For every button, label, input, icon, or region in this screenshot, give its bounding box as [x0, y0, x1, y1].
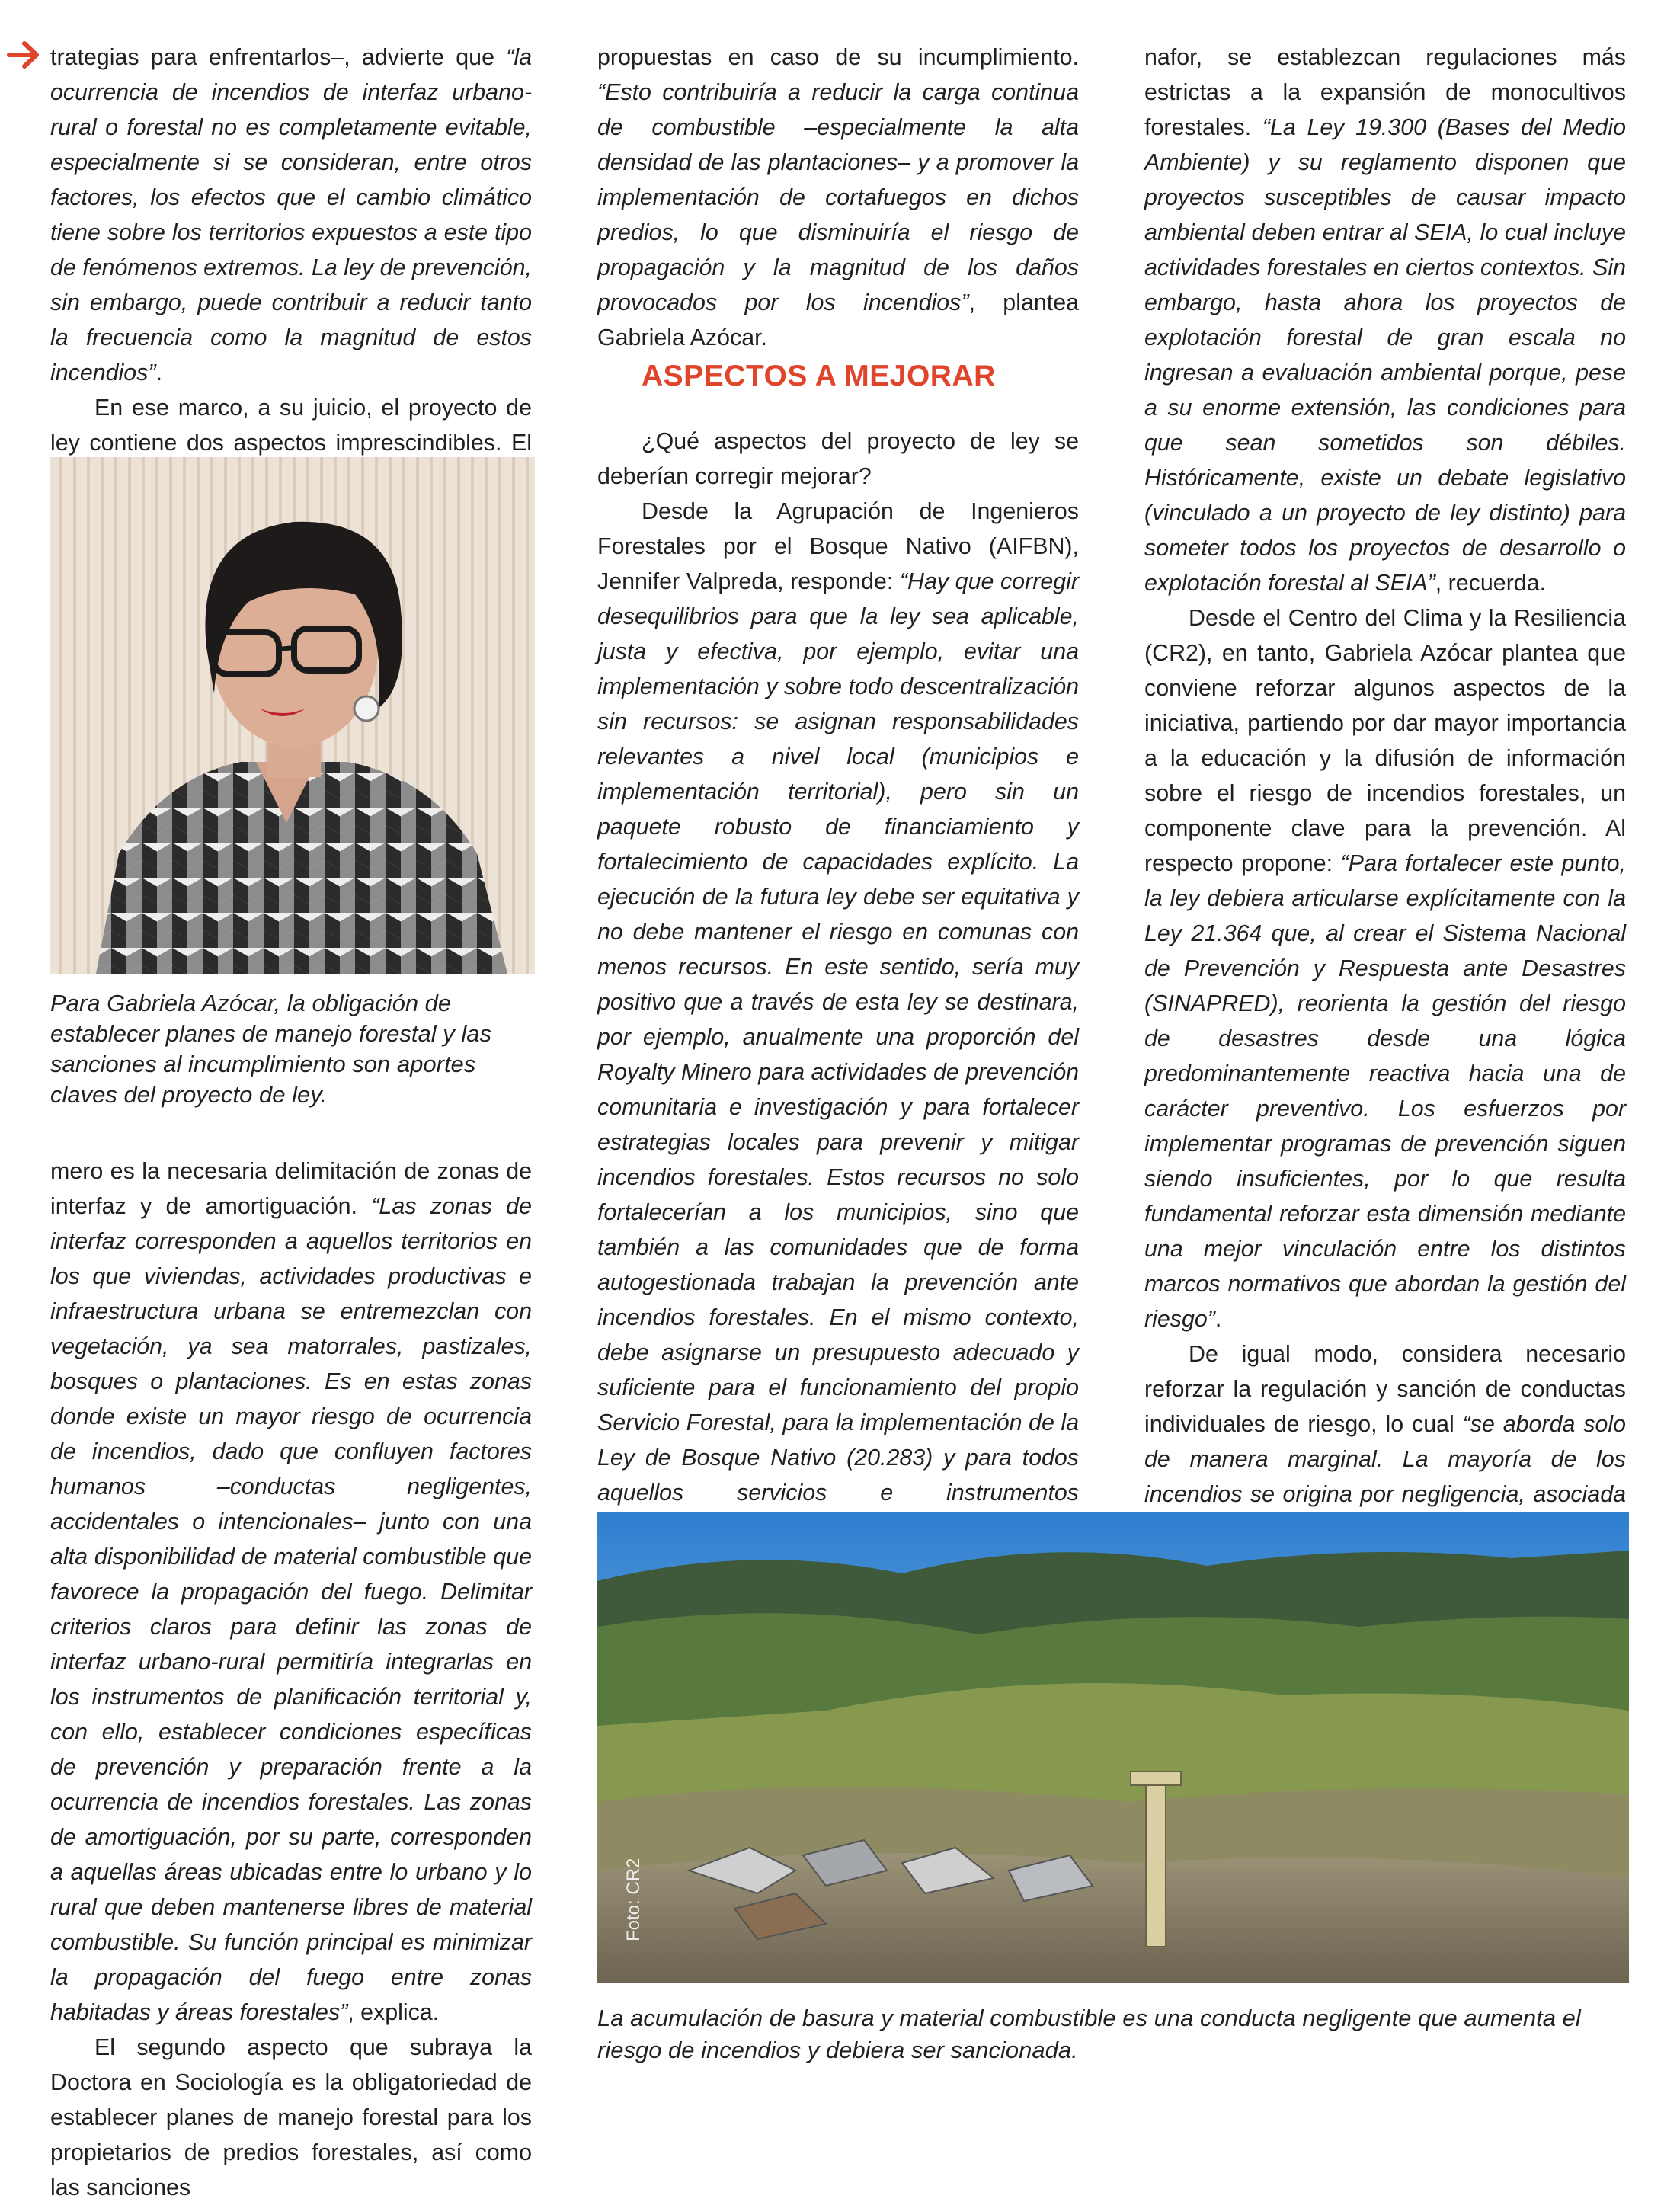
column-1-continued: [50, 1154, 532, 2205]
paragraph: [597, 40, 1079, 355]
quote-text: “La Ley 19.300 (Bases del Medio Ambiente) y su reglamento disponen que proyectos susceptibles de causar impacto ambiental deben entrar al SEIA, lo cual incluye actividades forestales en ciertos contextos. Sin embargo, hasta ahora los proyectos de explotación forestal de gran escala no ingresan a evaluación ambiental porque, pese a su enorme extensión, las condiciones para que sean sometidos son débiles. Históricamente, existe un debate legislativo (vinculado a un proyecto de ley distinto) para someter todos los proyectos de desarrollo o explotación forestal al SEIA”: [1144, 114, 1626, 596]
quote-text: “Para fortalecer este punto, la ley debiera articularse explícitamente con la Ley 21.364 que, al crear el Sistema Nacional de Prevención y Respuesta ante Desastres (SINAPRED), reorienta la gestión del riesgo de desastres desde una lógica predominantemente reactiva hacia una de carácter preventivo. Los esfuerzos por implementar programas de prevención siguen siendo insuficientes, por lo que resulta fundamental reforzar esta dimensión mediante una mejor vinculación entre los distintos marcos normativos que abordan la gestión del riesgo”: [1144, 850, 1626, 1332]
quote-text: “Hay que corregir desequilibrios para que la ley sea aplicable, justa y efectiva, por ejemplo, evitar una implementación y sobre todo descentralización sin recursos: se asignan responsabilidades relevantes a nivel local (municipios e implementación territorial), pero sin un paquete robusto de financiamiento y fortalecimiento de capacidades explícito. La ejecución de la futura ley debe ser equitativa y no debe mantener el riesgo en comunas con menos recursos. En este sentido, sería muy positivo que a través de esta ley se destinara, por ejemplo, anualmente una proporción del Royalty Minero para actividades de prevención comunitaria e investigación y para fortalecer estrategias locales para prevenir y mitigar incendios forestales. Estos recursos no solo fortalecerían a los municipios, sino que también a las comunidades que de forma autogestionada trabajan la prevención ante incendios forestales. En el mismo contexto, debe asignarse un presupuesto adecuado y suficiente para el funcionamiento del propio Servicio Forestal, para la implementación de la Ley de Bosque Nativo (20.283) y para todos aquellos servicios e instrumentos: [597, 568, 1079, 1506]
quote-text: “Esto contribuiría a reducir la carga continua de combustible –especialmente la alta densidad de las plantaciones– y a promover la implementación de cortafuegos en dichos predios, lo que disminuiría el riesgo de propagación y la magnitud de los daños provocados por los incendios”: [597, 79, 1079, 315]
body-text: trategias para enfrentarlos–, advierte que: [50, 44, 507, 70]
quote-text: “se aborda solo de manera marginal. La mayoría de los incendios se origina por negligencia, asociada: [1144, 1411, 1626, 1507]
body-text: , explica.: [347, 1999, 440, 2025]
arrow-right-icon: [6, 40, 43, 70]
quote-text: “la ocurrencia de incendios de interfaz urbano-rural o forestal no es completamente evitable, especialmente si se consideran, entre otros factores, los efectos que el cambio climático tiene sobre los territorios expuestos a este tipo de fenómenos extremos. La ley de prevención, sin embargo, puede contribuir a reducir tanto la frecuencia como la magnitud de estos incendios”: [50, 44, 532, 386]
body-text: , recuerda.: [1435, 570, 1547, 596]
body-text: propuestas en caso de su incumplimiento.: [597, 44, 1079, 70]
body-text: .: [1214, 1306, 1222, 1332]
section-heading: ASPECTOS A MEJORAR: [642, 360, 996, 392]
body-text: , plantea Gabriela Azócar.: [597, 290, 1080, 350]
body-text: mero es la necesaria delimitación de zonas de interfaz y de amortiguación.: [50, 1158, 532, 1219]
landscape-photo: [597, 1512, 1629, 1983]
paragraph: [597, 494, 1079, 1545]
photo-credit: Foto: CR2: [623, 1858, 644, 1941]
column-1: [50, 40, 532, 495]
paragraph: [1144, 40, 1626, 600]
paragraph: [50, 1154, 532, 2030]
paragraph: [50, 2030, 532, 2205]
column-3: [1144, 40, 1626, 1652]
quote-text: “Las zonas de interfaz corresponden a aquellos territorios en los que viviendas, actividades productivas e infraestructura urbana se entremezclan con vegetación, ya sea matorrales, pastizales, bosques o plantaciones. Es en estas zonas donde existe un mayor riesgo de ocurrencia de incendios, dado que confluyen factores humanos –conductas negligentes, accidentales o intencionales– junto con una alta disponibilidad de material combustible que favorece la propagación del fuego. Delimitar criterios claros para definir las zonas de interfaz urbano-rural permitiría integrarlas en los instrumentos de planificación territorial y, con ello, establecer condiciones específicas de prevención y preparación frente a la ocurrencia de incendios forestales. Las zonas de amortiguación, por su parte, corresponden a aquellas áreas ubicadas entre lo urbano y lo rural que deben mantenerse libres de material combustible. Su función principal es minimizar la propagación del fuego entre zonas habitadas y áreas forestales”: [50, 1193, 532, 2025]
body-text: .: [155, 360, 162, 386]
body-text: El segundo aspecto que subraya la Doctora en Sociología es la obligatoriedad de establecer planes de manejo forestal para los propietarios de predios forestales, así como las sanciones: [50, 2034, 532, 2200]
portrait-caption: Para Gabriela Azócar, la obligación de establecer planes de manejo forestal y las sanciones al incumplimiento son aportes claves del proyecto de ley.: [50, 990, 491, 1108]
body-text: Desde la Agrupación de Ingenieros Forestales por el Bosque Nativo (AIFBN), Jennifer Valpreda, responde:: [597, 498, 1079, 594]
landscape-caption: La acumulación de basura y material combustible es una conducta negligente que aumenta el riesgo de incendios y debiera ser sancionada.: [597, 2005, 1581, 2063]
body-text: nafor, se establezcan regulaciones más estrictas a la expansión de monocultivos forestales.: [1144, 44, 1626, 140]
column-2-continued: [597, 424, 1079, 1615]
body-text: De igual modo, considera necesario reforzar la regulación y sanción de conductas individuales de riesgo, lo cual: [1144, 1341, 1626, 1437]
body-text: Desde el Centro del Clima y la Resiliencia (CR2), en tanto, Gabriela Azócar plantea que conviene reforzar algunos aspectos de la iniciativa, partiendo por dar mayor importancia a la educación y la difusión de información sobre el riesgo de incendios forestales, un componente clave para la prevención. Al respecto propone:: [1144, 605, 1626, 876]
portrait-photo: [50, 457, 535, 974]
body-text: ¿Qué aspectos del proyecto de ley se deberían corregir mejorar?: [597, 428, 1079, 489]
column-2: [597, 40, 1079, 355]
paragraph: [1144, 600, 1626, 1336]
body-text: En ese marco, a su juicio, el proyecto de ley contiene dos aspectos imprescindibles. El: [50, 395, 532, 456]
paragraph: [50, 40, 532, 390]
paragraph: [597, 424, 1079, 494]
